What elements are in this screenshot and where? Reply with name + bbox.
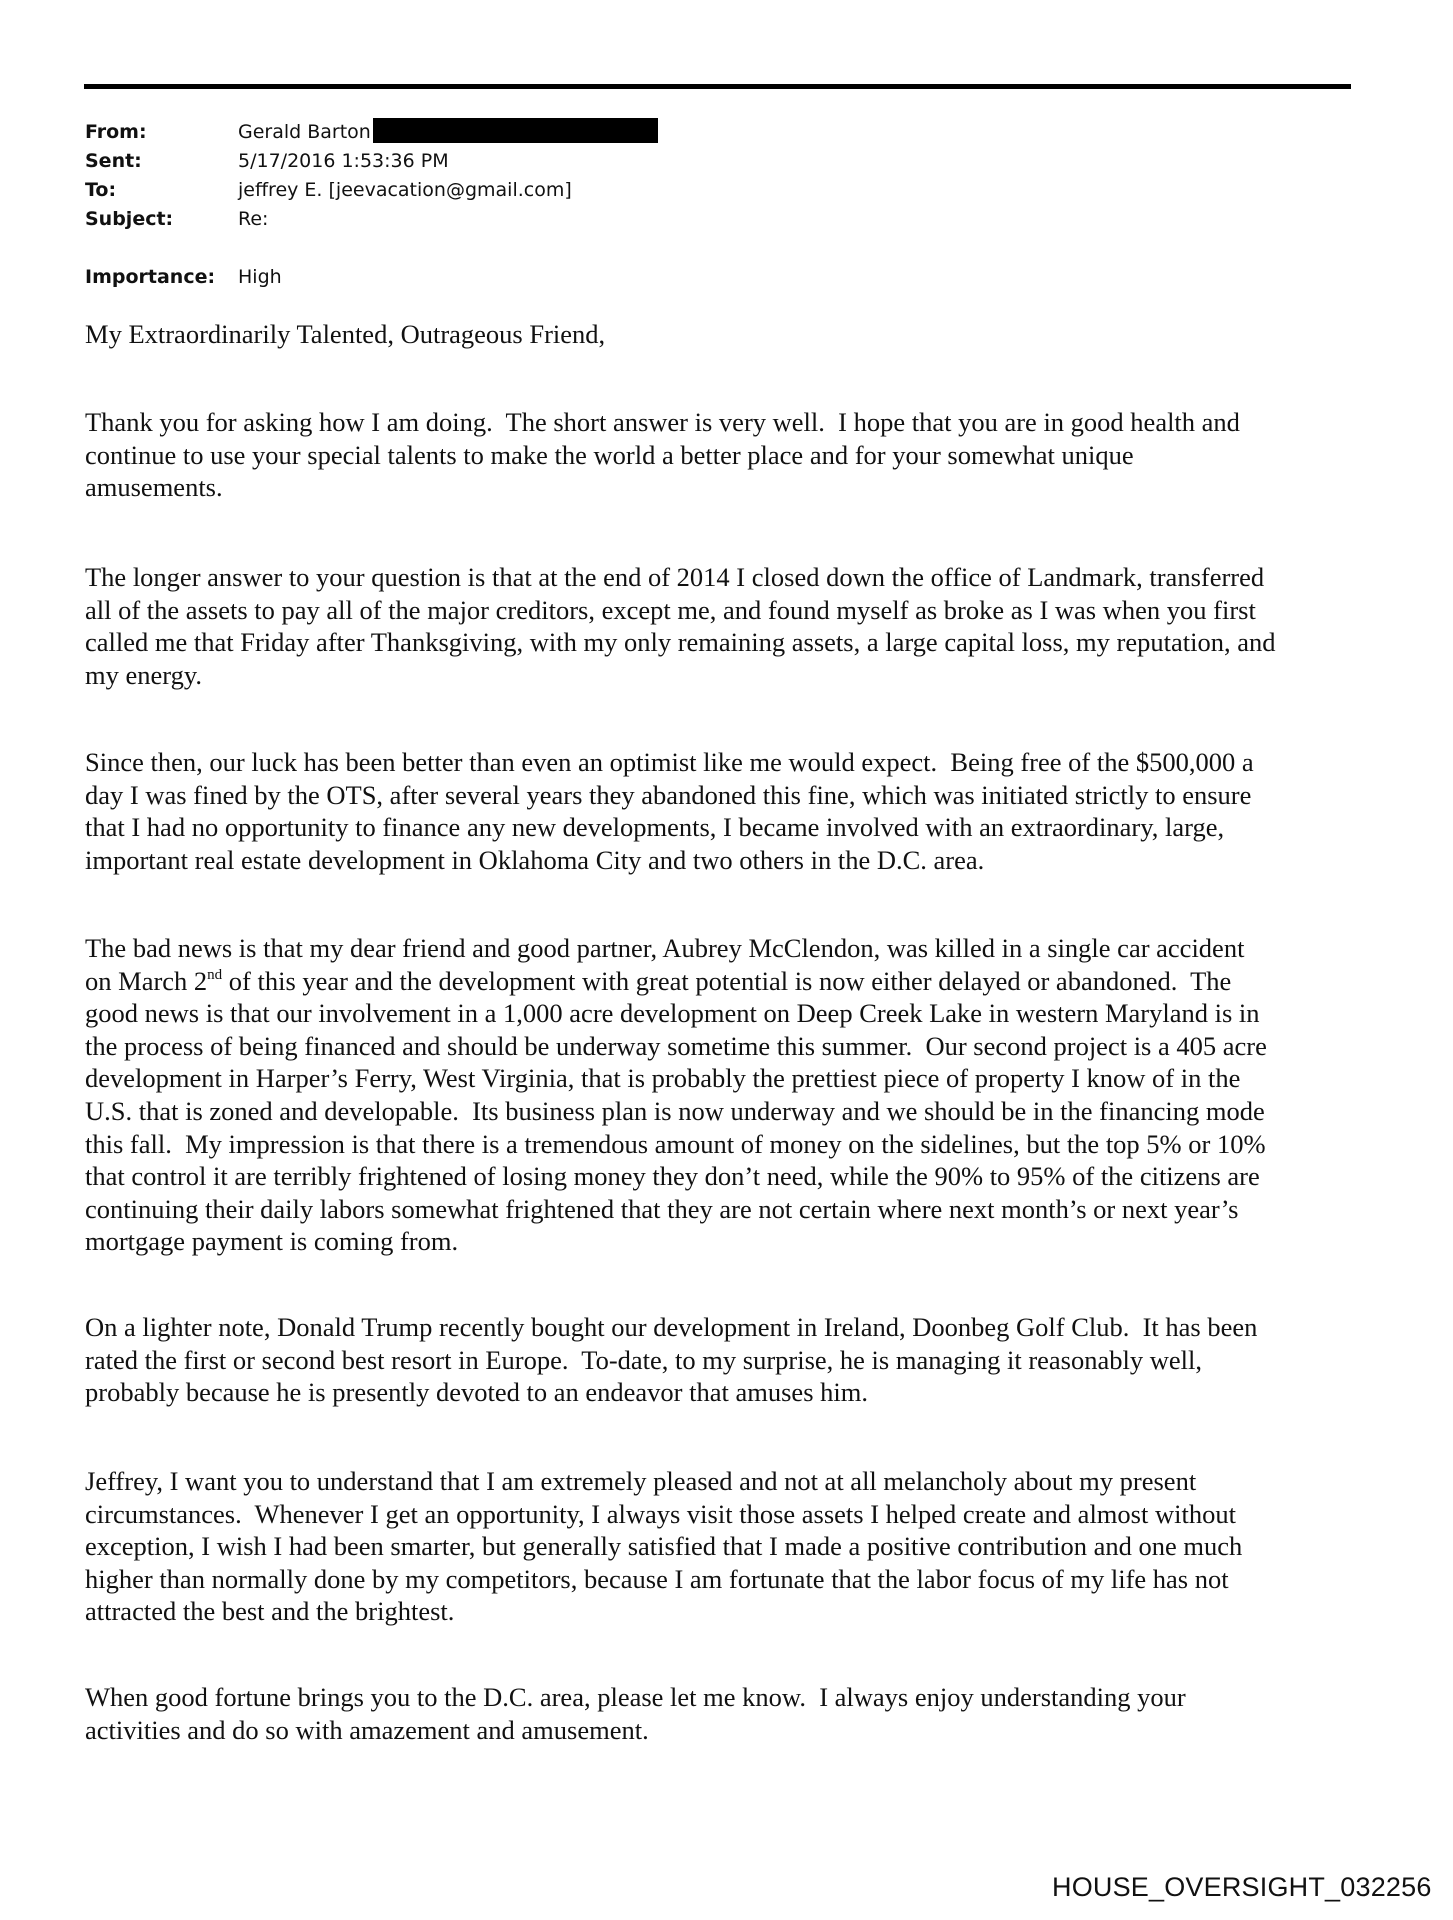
from-row: [85, 118, 658, 147]
importance-value: High: [238, 266, 282, 288]
subject-row: [85, 205, 658, 234]
header-rule: [84, 84, 1351, 89]
text-line: rated the first or second best resort in Europe. To-date, to my surprise, he is managing it reasonably well,: [85, 1344, 1202, 1375]
paragraph-1: [85, 406, 1375, 504]
text-line: my energy.: [85, 659, 203, 690]
text-line: The longer answer to your question is that at the end of 2014 I closed down the office of Landmark, transferred: [85, 562, 1265, 592]
importance-label: Importance:: [85, 266, 216, 288]
paragraph-3: [85, 746, 1375, 876]
text-line: continue to use your special talents to make the world a better place and for your somewhat unique: [85, 439, 1134, 470]
text-line: circumstances. Whenever I get an opportunity, I always visit those assets I helped create and almost without: [85, 1498, 1236, 1529]
text-line: On a lighter note, Donald Trump recently bought our development in Ireland, Doonbeg Golf Club. It has been: [85, 1312, 1258, 1342]
text-line: activities and do so with amazement and amusement.: [85, 1714, 649, 1745]
email-header: [85, 118, 658, 292]
sent-row: [85, 147, 658, 176]
greeting-line: My Extraordinarily Talented, Outrageous Friend,: [85, 319, 606, 349]
text-line: higher than normally done by my competitors, because I am fortunate that the labor focus of my life has not: [85, 1563, 1229, 1594]
text-line: Jeffrey, I want you to understand that I am extremely pleased and not at all melancholy about my present: [85, 1466, 1197, 1496]
paragraph-6: [85, 1465, 1375, 1628]
text-line: day I was fined by the OTS, after several years they abandoned this fine, which was initiated strictly to ensure: [85, 779, 1252, 810]
from-value: [238, 118, 658, 147]
text-line: good news is that our involvement in a 1,000 acre development on Deep Creek Lake in western Maryland is in: [85, 998, 1260, 1029]
importance-row: [85, 263, 658, 292]
redaction-block: [373, 118, 658, 143]
text-line: U.S. that is zoned and developable. Its business plan is now underway and we should be in the financing mode: [85, 1095, 1265, 1126]
text-line: continuing their daily labors somewhat frightened that they are not certain where next month’s or next year’s: [85, 1193, 1239, 1224]
text-line: that control it are terribly frightened of losing money they don’t need, while the 90% to 95% of the citizens are: [85, 1161, 1260, 1192]
text-line: exception, I wish I had been smarter, but generally satisfied that I made a positive contribution and one much: [85, 1531, 1243, 1562]
text-line: important real estate development in Oklahoma City and two others in the D.C. area.: [85, 844, 985, 875]
text-line: that I had no opportunity to finance any new developments, I became involved with an extraordinary, large,: [85, 812, 1225, 843]
paragraph-4: [85, 932, 1375, 1258]
paragraph-7: [85, 1681, 1375, 1746]
bates-number: HOUSE_OVERSIGHT_032256: [1052, 1872, 1432, 1902]
text-line: When good fortune brings you to the D.C. area, please let me know. I always enjoy understanding your: [85, 1682, 1186, 1712]
ordinal-superscript: nd: [207, 966, 223, 983]
text-line-with-superscript: [85, 965, 1375, 998]
text-segment: of this year and the development with great potential is now either delayed or abandoned. The: [222, 965, 1232, 996]
text-line: all of the assets to pay all of the major creditors, except me, and found myself as broke as I was when you first: [85, 594, 1256, 625]
to-value: jeffrey E. [jeevacation@gmail.com]: [238, 179, 572, 201]
text-line: development in Harper’s Ferry, West Virginia, that is probably the prettiest piece of property I know of in the: [85, 1063, 1241, 1094]
text-line: probably because he is presently devoted to an endeavor that amuses him.: [85, 1377, 868, 1408]
to-label: To:: [85, 179, 117, 201]
text-segment: on March 2: [85, 965, 208, 996]
text-line: called me that Friday after Thanksgiving, with my only remaining assets, a large capital loss, my reputation, and: [85, 627, 1276, 658]
paragraph-2: [85, 561, 1375, 691]
text-line: Since then, our luck has been better than even an optimist like me would expect. Being free of the $500,000 a: [85, 747, 1254, 777]
from-label: From:: [85, 121, 147, 143]
text-line: The bad news is that my dear friend and good partner, Aubrey McClendon, was killed in a single car accident: [85, 933, 1245, 963]
sent-label: Sent:: [85, 150, 142, 172]
subject-value: Re:: [238, 208, 269, 230]
text-line: attracted the best and the brightest.: [85, 1596, 455, 1627]
to-row: [85, 176, 658, 205]
text-line: the process of being financed and should be underway sometime this summer. Our second project is a 405 acre: [85, 1030, 1267, 1061]
text-line: amusements.: [85, 472, 223, 503]
text-line: mortgage payment is coming from.: [85, 1226, 459, 1257]
greeting: [85, 318, 1375, 351]
sent-value: 5/17/2016 1:53:36 PM: [238, 150, 449, 172]
text-line: this fall. My impression is that there is a tremendous amount of money on the sidelines, but the top 5% or 10%: [85, 1128, 1266, 1159]
paragraph-5: [85, 1311, 1375, 1409]
subject-label: Subject:: [85, 208, 174, 230]
from-name: Gerald Barton: [238, 121, 371, 143]
text-line: Thank you for asking how I am doing. The short answer is very well. I hope that you are in good health and: [85, 407, 1240, 437]
